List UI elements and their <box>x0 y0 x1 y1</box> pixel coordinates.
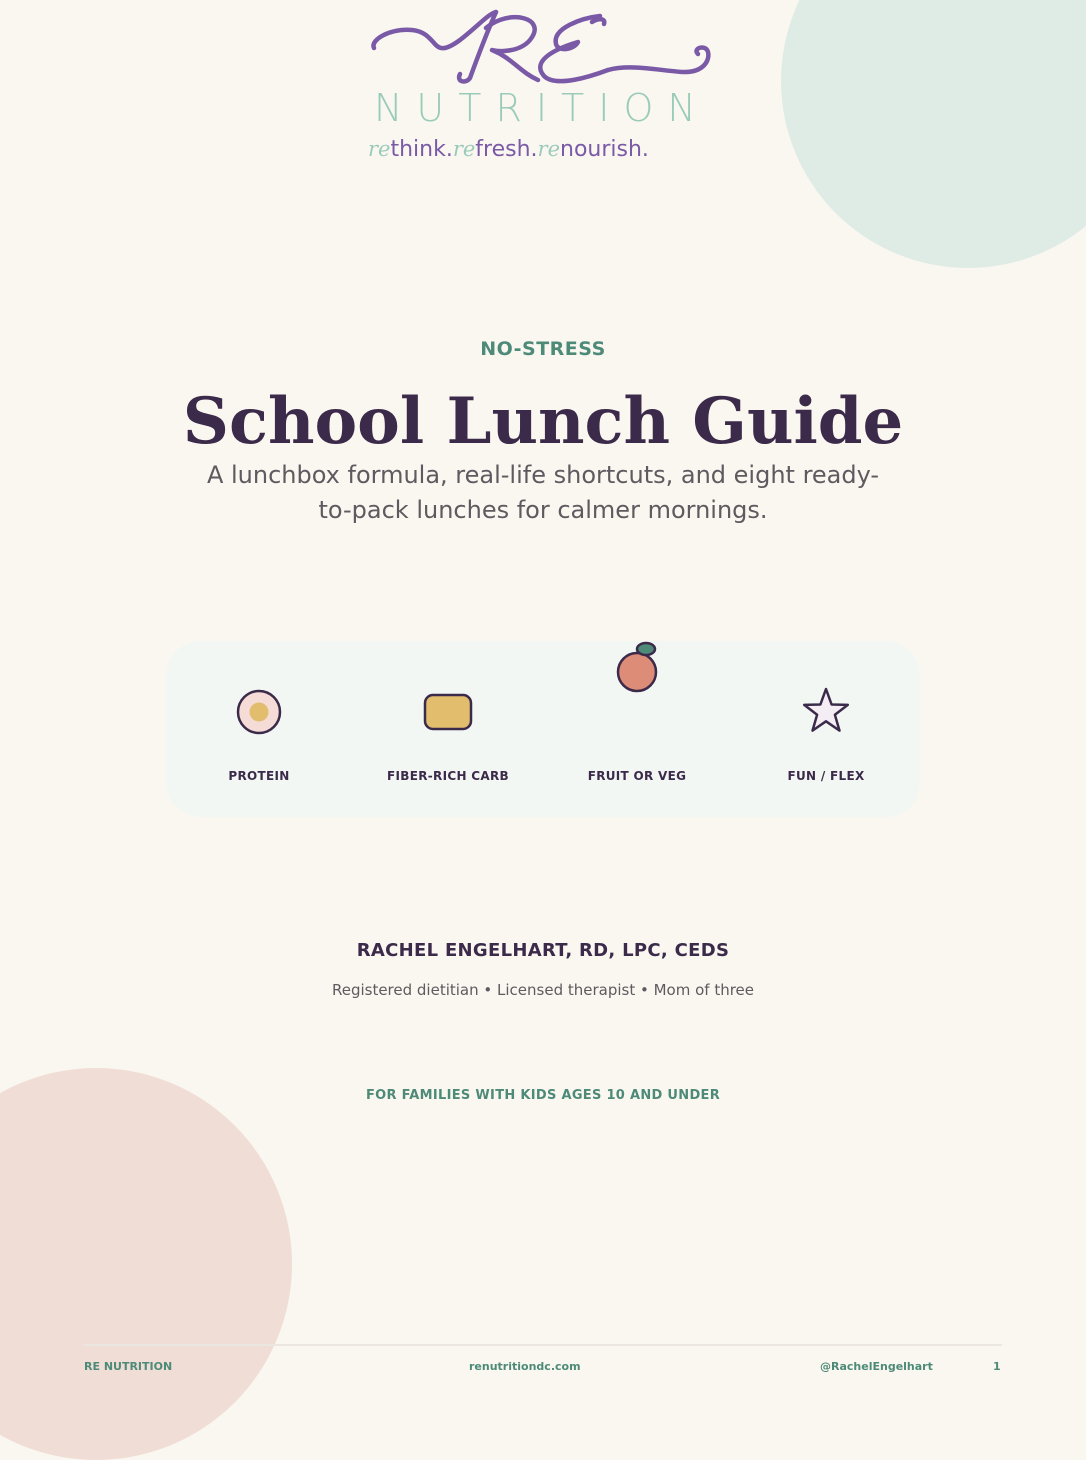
bread-icon <box>423 685 473 735</box>
formula-item-carb <box>358 641 538 817</box>
author-credentials: Registered dietitian • Licensed therapist • Mom of three <box>331 981 755 999</box>
author-name: RACHEL ENGELHART, RD, LPC, CEDS <box>356 940 730 961</box>
tagline-word: nourish. <box>560 137 649 162</box>
star-icon <box>801 685 851 735</box>
page-number: 1 <box>993 1360 1001 1373</box>
footer-brand: RE NUTRITION <box>84 1360 173 1373</box>
formula-item-fun <box>736 641 916 817</box>
tagline-word: fresh. <box>475 137 538 162</box>
formula-label: FIBER-RICH CARB <box>387 769 509 783</box>
page-title: School Lunch Guide <box>182 384 904 459</box>
formula-label: PROTEIN <box>228 769 290 783</box>
logo-script-re <box>360 0 726 90</box>
tagline-prefix: re <box>452 137 476 161</box>
formula-label: FUN / FLEX <box>787 769 865 783</box>
tagline-prefix: re <box>537 137 561 161</box>
decorative-circle-pink <box>0 1068 292 1460</box>
lunchbox-formula-panel <box>166 641 920 817</box>
fruit-icon <box>612 641 662 695</box>
formula-label: FRUIT OR VEG <box>587 769 687 783</box>
footer-divider <box>84 1344 1002 1346</box>
audience-note: FOR FAMILIES WITH KIDS AGES 10 AND UNDER <box>365 1088 721 1103</box>
footer-handle: @RachelEngelhart <box>820 1360 933 1373</box>
logo-tagline <box>368 137 728 162</box>
tagline-prefix: re <box>368 137 391 161</box>
tagline-word: think. <box>390 137 453 162</box>
decorative-circle-mint <box>781 0 1086 268</box>
formula-item-protein <box>169 641 349 817</box>
kicker-label: NO-STRESS <box>480 338 606 360</box>
footer-website: renutritiondc.com <box>469 1360 581 1373</box>
re-nutrition-logo <box>360 0 726 170</box>
formula-item-fruit <box>547 641 727 817</box>
logo-wordmark: NUTRITION <box>374 86 710 130</box>
page-subtitle: A lunchbox formula, real-life shortcuts, and eight ready-to-pack lunches for calmer mornings. <box>206 461 880 524</box>
egg-icon <box>234 685 284 735</box>
